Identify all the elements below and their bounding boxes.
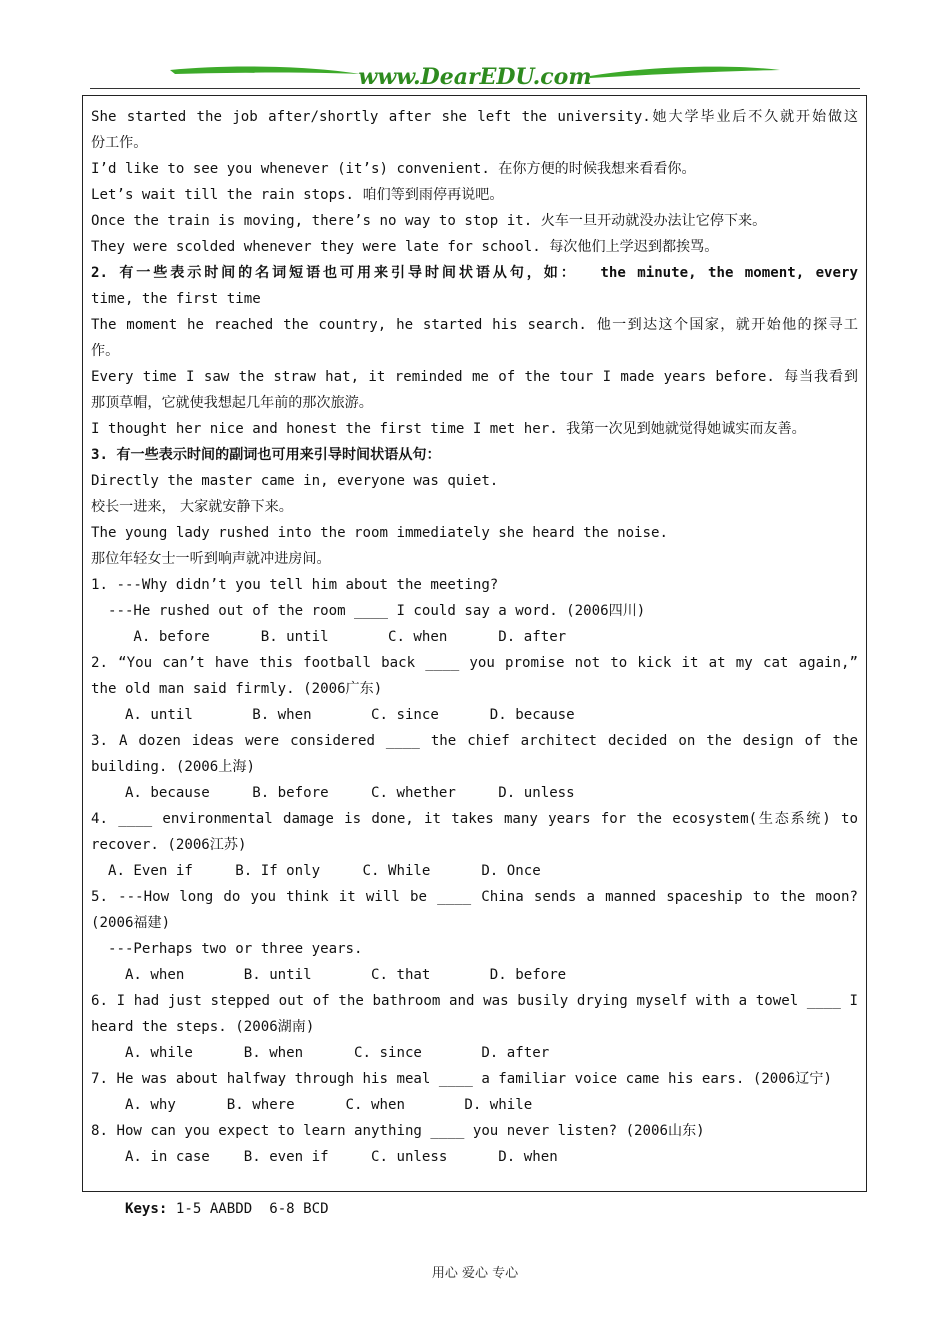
text-line: I thought her nice and honest the first time I met her. 我第一次见到她就觉得她诚实而友善。 [91, 421, 806, 437]
text-line: 1. ---Why didn’t you tell him about the meeting? [91, 577, 499, 593]
text-line: A. before B. until C. when D. after [91, 629, 567, 645]
text-line: 7. He was about halfway through his meal ____ a familiar voice came his ears. (2006辽宁) [91, 1071, 832, 1087]
header-rule [90, 88, 860, 89]
text-line: 校长一进来， 大家就安静下来。 [91, 499, 293, 515]
text-line: A. while B. when C. since D. after [91, 1045, 550, 1061]
text-line: The moment he reached the country, he started his search. 他一到达这个国家，就开始他的探寻工 [91, 317, 858, 333]
text-line: 那顶草帽，它就使我想起几年前的那次旅游。 [91, 395, 373, 411]
text-line: heard the steps. (2006湖南) [91, 1019, 315, 1035]
text-line: recover. (2006江苏) [91, 837, 247, 853]
text-line: 2. “You can’t have this football back ____ you promise not to kick it at my cat again,” [91, 655, 858, 671]
text-line: I’d like to see you whenever (it’s) convenient. 在你方便的时候我想来看看你。 [91, 161, 696, 177]
text-line: 3. 有一些表示时间的副词也可用来引导时间状语从句： [91, 447, 441, 463]
answer-keys [91, 1170, 858, 1217]
text-line: 4. ____ environmental damage is done, it takes many years for the ecosystem(生态系统) to [91, 811, 858, 827]
text-line: Let’s wait till the rain stops. 咱们等到雨停再说吧。 [91, 187, 504, 203]
text-line: ---He rushed out of the room ____ I could say a word. (2006四川) [91, 603, 646, 619]
text-line: building. (2006上海) [91, 759, 255, 775]
text-line: They were scolded whenever they were late for school. 每次他们上学迟到都挨骂。 [91, 239, 719, 255]
page-footer: 用心 爱心 专心 [431, 1266, 519, 1281]
text-line: She started the job after/shortly after she left the university.她大学毕业后不久就开始做这 [91, 109, 858, 125]
text-line: 份工作。 [91, 135, 148, 151]
text-line: A. because B. before C. whether D. unless [91, 785, 575, 801]
text-line: 2. 有一些表示时间的名词短语也可用来引导时间状语从句，如： the minute, the moment, every [91, 265, 858, 281]
text-line: 8. How can you expect to learn anything ____ you never listen? (2006山东) [91, 1123, 705, 1139]
text-line: (2006福建) [91, 915, 171, 931]
text-line: Directly the master came in, everyone was quiet. [91, 473, 499, 489]
text-line: 作。 [91, 343, 120, 359]
text-line: ---Perhaps two or three years. [91, 941, 363, 957]
text-line: Every time I saw the straw hat, it reminded me of the tour I made years before. 每当我看到 [91, 369, 858, 385]
text-line: the old man said firmly. (2006广东) [91, 681, 383, 697]
text-line: The young lady rushed into the room immediately she heard the noise. [91, 525, 668, 541]
text-line: A. why B. where C. when D. while [91, 1097, 533, 1113]
text-line: A. Even if B. If only C. While D. Once [91, 863, 541, 879]
text-line: A. in case B. even if C. unless D. when [91, 1149, 558, 1165]
text-line: 6. I had just stepped out of the bathroom and was busily drying myself with a towel ____ I [91, 993, 858, 1009]
text-line: A. when B. until C. that D. before [91, 967, 567, 983]
text-line: 5. ---How long do you think it will be ____ China sends a manned spaceship to the moon? [91, 889, 858, 905]
text-line: 那位年轻女士一听到响声就冲进房间。 [91, 551, 331, 567]
text-lines [91, 104, 858, 1170]
site-logo-banner [90, 58, 860, 92]
keys-label: Keys: [124, 1201, 168, 1217]
left-swoosh [170, 67, 360, 74]
keys-value: 1-5 AABDD 6-8 BCD [167, 1201, 329, 1217]
content-box [82, 95, 867, 1217]
text-line: Once the train is moving, there’s no way to stop it. 火车一旦开动就没办法让它停下来。 [91, 213, 767, 229]
text-line: 3. A dozen ideas were considered ____ the chief architect decided on the design of the [91, 733, 858, 749]
right-swoosh [590, 67, 780, 78]
text-line: time, the first time [91, 291, 261, 307]
site-logo-text: www.DearEDU.com [358, 64, 592, 90]
text-line: A. until B. when C. since D. because [91, 707, 575, 723]
